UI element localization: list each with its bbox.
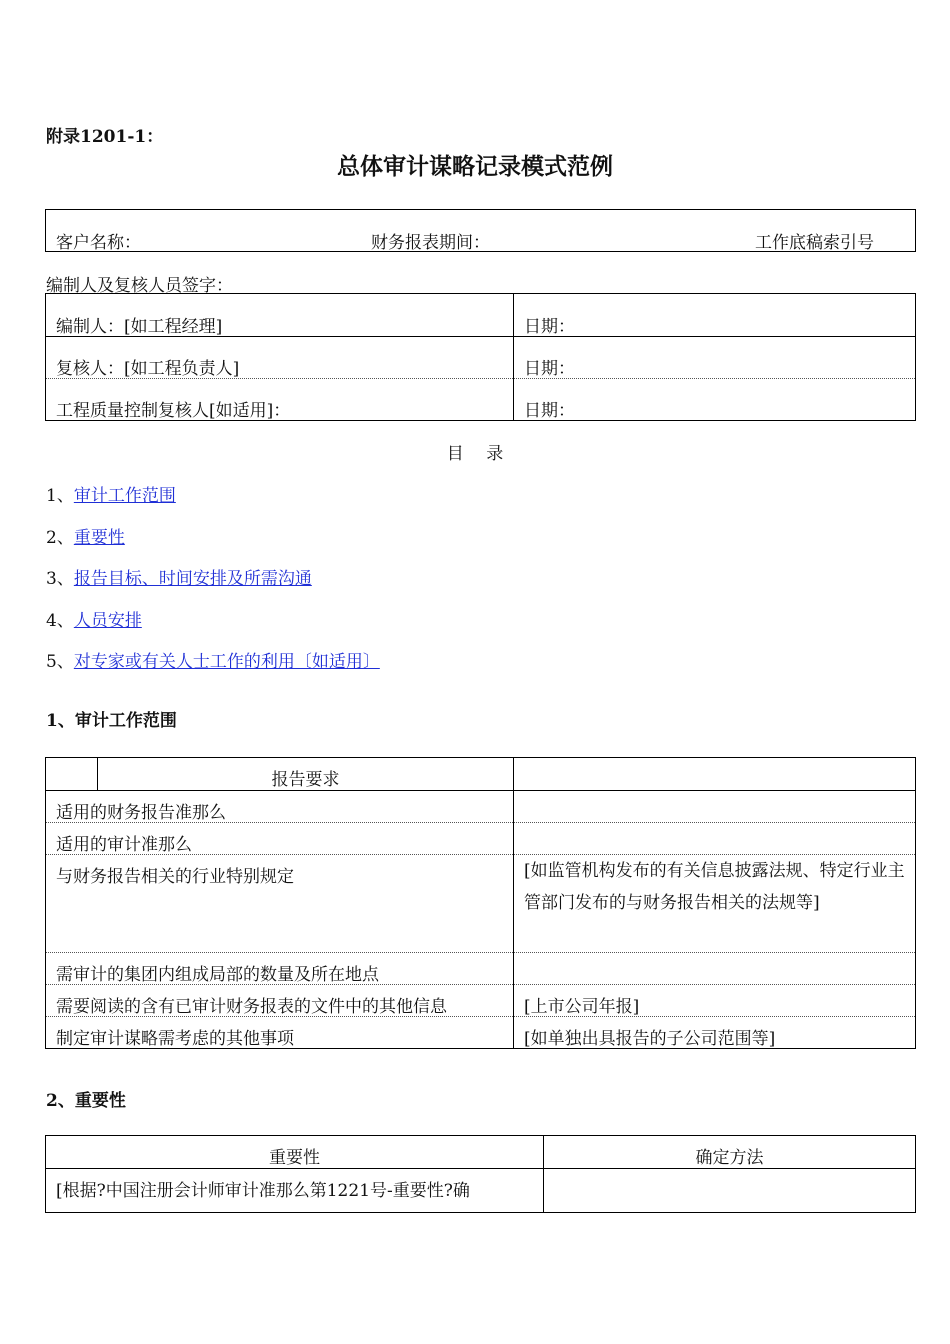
section-heading-scope: 1、审计工作范围 bbox=[46, 711, 177, 731]
signature-date: 日期： bbox=[524, 317, 575, 337]
toc-item-number: 1、 bbox=[46, 486, 74, 506]
header-info-box bbox=[45, 209, 916, 252]
scope-row-label: 需要阅读的含有已审计财务报表的文件中的其他信息 bbox=[56, 997, 447, 1017]
scope-table-header: 报告要求 bbox=[271, 770, 340, 790]
toc-item-number: 5、 bbox=[46, 652, 74, 672]
toc-item bbox=[46, 647, 380, 672]
signature-role: 工程质量控制复核人[如适用]： bbox=[56, 401, 291, 421]
toc-item bbox=[46, 481, 176, 506]
scope-row-value: [如监管机构发布的有关信息披露法规、特定行业主管部门发布的与财务报告相关的法规等] bbox=[524, 861, 905, 913]
signature-table bbox=[45, 293, 916, 421]
scope-row-label: 需审计的集团内组成局部的数量及所在地点 bbox=[56, 965, 379, 985]
toc-item-number: 4、 bbox=[46, 611, 74, 631]
toc-link-experts[interactable]: 对专家或有关人士工作的利用〔如适用〕 bbox=[73, 652, 380, 672]
toc-item bbox=[46, 606, 142, 631]
method-col-header: 确定方法 bbox=[695, 1148, 764, 1168]
toc-link-scope[interactable]: 审计工作范围 bbox=[73, 486, 176, 506]
signature-date: 日期： bbox=[524, 401, 575, 421]
materiality-row-text: [根据?中国注册会计师审计准那么第1221号-重要性?确 bbox=[56, 1181, 470, 1201]
index-label: 工作底稿索引号 bbox=[755, 233, 874, 253]
signature-role: 编制人：[如工程经理] bbox=[56, 317, 223, 337]
scope-row-value: [上市公司年报] bbox=[524, 997, 640, 1017]
toc-heading: 目 录 bbox=[446, 444, 504, 464]
toc-link-materiality[interactable]: 重要性 bbox=[73, 528, 125, 548]
toc-item bbox=[46, 523, 125, 548]
toc-link-staffing[interactable]: 人员安排 bbox=[73, 611, 142, 631]
toc-item-number: 2、 bbox=[46, 528, 74, 548]
scope-row-label: 制定审计谋略需考虑的其他事项 bbox=[56, 1029, 294, 1049]
toc-link-reporting[interactable]: 报告目标、时间安排及所需沟通 bbox=[73, 569, 312, 589]
appendix-label: 附录1201-1： bbox=[46, 127, 164, 147]
scope-row-label: 适用的财务报告准那么 bbox=[56, 803, 226, 823]
materiality-table bbox=[45, 1135, 916, 1213]
signature-label: 编制人及复核人员签字： bbox=[46, 276, 233, 296]
materiality-col-header: 重要性 bbox=[269, 1148, 320, 1168]
page-title: 总体审计谋略记录模式范例 bbox=[337, 153, 613, 180]
scope-row-label: 与财务报告相关的行业特别规定 bbox=[56, 867, 294, 887]
signature-role: 复核人：[如工程负责人] bbox=[56, 359, 240, 379]
scope-table bbox=[45, 757, 916, 1049]
client-name-label: 客户名称： bbox=[56, 233, 141, 253]
signature-date: 日期： bbox=[524, 359, 575, 379]
period-label: 财务报表期间： bbox=[371, 233, 490, 253]
scope-row-label: 适用的审计准那么 bbox=[56, 835, 192, 855]
toc-item bbox=[46, 564, 312, 589]
toc-item-number: 3、 bbox=[46, 569, 74, 589]
scope-row-value: [如单独出具报告的子公司范围等] bbox=[524, 1029, 776, 1049]
section-heading-materiality: 2、重要性 bbox=[46, 1091, 126, 1111]
